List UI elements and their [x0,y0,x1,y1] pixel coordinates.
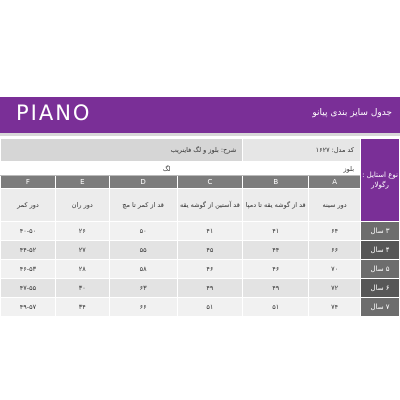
table-cell: ۴۹-۵۷ [1,298,56,317]
table-cell: ۴۶ [243,260,309,279]
column-letter-d: D [109,176,177,189]
table-cell: ۲۷ [55,241,109,260]
table-cell: ۴۷-۵۵ [1,279,56,298]
table-cell: ۴۶-۵۳ [1,260,56,279]
table-cell: ۴۵ [177,241,243,260]
brand-logo: PIANO [16,101,92,125]
column-letter-e: E [55,176,109,189]
table-cell: ۲۶ [55,222,109,241]
age-label: ۴ سال [361,241,400,260]
table-cell: ۶۶ [309,241,361,260]
table-cell: ۷۴ [309,298,361,317]
age-label: ۵ سال [361,260,400,279]
table-cell: ۲۸ [55,260,109,279]
table-cell: ۷۰ [309,260,361,279]
column-label-waist-to-ankle: قد از کمر تا مچ [109,189,177,222]
table-cell: ۴۹ [243,279,309,298]
column-letter-a: A [309,176,361,189]
table-row [1,260,400,279]
table-cell: ۳۴ [55,298,109,317]
table-cell: ۵۱ [243,298,309,317]
group-legging: لگ [1,162,178,176]
style-value: رگولار [371,181,389,189]
table-row [1,241,400,260]
table-cell: ۶۴ [309,222,361,241]
group-blouse: بلوز [177,162,361,176]
table-cell: ۴۱ [177,222,243,241]
table-cell: ۵۰ [109,222,177,241]
table-cell: ۷۲ [309,279,361,298]
column-label-neck-to-hem: قد از گوشه یقه تا دمپا [243,189,309,222]
table-cell: ۴۰-۵۰ [1,222,56,241]
column-letter-b: B [243,176,309,189]
table-cell: ۵۸ [109,260,177,279]
style-type-cell [361,139,400,222]
table-cell: ۴۴ [243,241,309,260]
table-cell: ۵۵ [109,241,177,260]
page-title: جدول سایز بندی پیانو [312,108,392,118]
table-cell: ۴۹ [177,279,243,298]
age-label: ۳ سال [361,222,400,241]
column-letter-f: F [1,176,56,189]
table-cell: ۴۱ [243,222,309,241]
column-label-chest: دور سینه [309,189,361,222]
column-letter-c: C [177,176,243,189]
size-chart-table [0,138,400,317]
table-header-bar [0,97,400,136]
table-cell: ۵۱ [177,298,243,317]
age-label: ۶ سال [361,279,400,298]
product-description: شرح: بلوز و لگ فاینریب [1,139,243,162]
table-row [1,298,400,317]
column-label-thigh: دور ران [55,189,109,222]
table-cell: ۴۴-۵۲ [1,241,56,260]
column-label-sleeve-length: قد آستین از گوشه یقه [177,189,243,222]
age-label: ۷ سال [361,298,400,317]
table-cell: ۶۳ [109,279,177,298]
table-cell: ۳۰ [55,279,109,298]
model-code: کد مدل: ۱۶۲۷ [243,139,361,162]
table-row [1,279,400,298]
table-cell: ۶۶ [109,298,177,317]
table-row [1,222,400,241]
table-cell: ۴۶ [177,260,243,279]
column-label-waist: دور کمر [1,189,56,222]
style-label: نوع استایل : [362,170,398,179]
